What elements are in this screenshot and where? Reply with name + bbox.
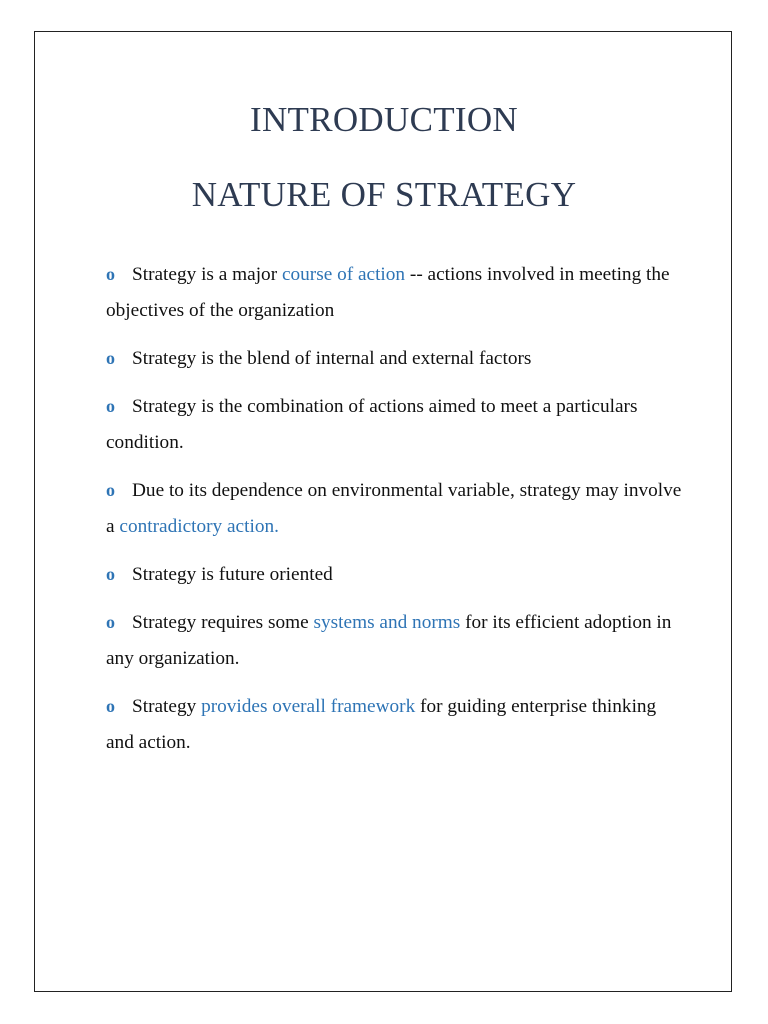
bullet-marker-icon: o	[106, 348, 115, 368]
bullet-marker-icon: o	[106, 480, 115, 500]
bullet-text: Strategy	[132, 696, 202, 717]
bullet-text: Due to its dependence on environmental variable, strategy may involve a	[106, 480, 682, 537]
list-item	[106, 340, 686, 377]
bullet-text: Strategy is the combination of actions aimed to meet a particulars condition.	[106, 396, 638, 453]
bullet-marker-icon: o	[106, 264, 115, 284]
bullet-text: Strategy is a major	[132, 264, 282, 285]
bullet-marker-icon: o	[106, 564, 115, 584]
bullet-text-after: -- actions involved in meeting the objectives of the organization	[106, 264, 670, 321]
list-item	[106, 388, 686, 461]
bullet-marker-icon: o	[106, 612, 115, 632]
bullet-text: Strategy requires some	[132, 612, 314, 633]
list-item	[106, 688, 686, 761]
list-item	[106, 604, 686, 677]
bullet-marker-icon: o	[106, 396, 115, 416]
bullet-text: Strategy is future oriented	[132, 564, 333, 585]
bullet-list	[106, 256, 686, 772]
list-item	[106, 472, 686, 545]
bullet-highlight: contradictory action.	[119, 516, 279, 537]
bullet-highlight: course of action	[281, 264, 406, 285]
bullet-highlight: provides overall framework	[201, 696, 416, 717]
page-title: INTRODUCTION	[249, 100, 518, 139]
list-item	[106, 556, 686, 593]
bullet-text-after: for its efficient adoption in any organization.	[106, 612, 672, 669]
bullet-text: Strategy is the blend of internal and external factors	[132, 348, 532, 369]
bullet-marker-icon: o	[106, 696, 115, 716]
bullet-highlight: systems and norms	[313, 612, 461, 633]
page-subtitle: NATURE OF STRATEGY	[191, 175, 577, 214]
list-item	[106, 256, 686, 329]
bullet-text-after: for guiding enterprise thinking and action.	[106, 696, 657, 753]
